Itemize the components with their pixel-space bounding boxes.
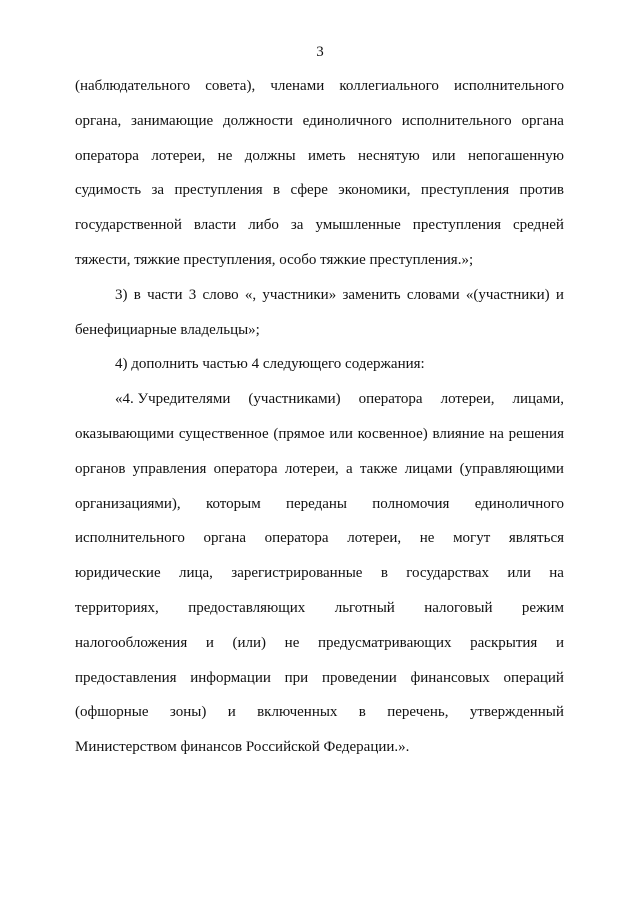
text-fragment: информации <box>190 669 271 686</box>
text-line <box>75 353 564 388</box>
text-fragment: участники» <box>262 286 337 303</box>
text-fragment: утвержденный <box>469 704 564 721</box>
text-fragment: также <box>359 460 398 477</box>
text-fragment: иметь <box>308 147 346 164</box>
text-fragment: исполнительного <box>401 112 512 129</box>
text-fragment: власти <box>193 217 237 234</box>
text-fragment: органа, <box>75 112 122 129</box>
text-fragment: преступления <box>420 182 510 199</box>
text-fragment: лицами, <box>512 391 564 408</box>
text-fragment: операций <box>503 669 564 686</box>
text-fragment: (участниками) <box>248 391 341 408</box>
text-fragment: переданы <box>285 495 348 512</box>
text-fragment: 3) <box>115 286 128 303</box>
text-fragment: (управляющими <box>459 460 564 477</box>
text-fragment: решения <box>508 425 564 442</box>
text-fragment: косвенное) <box>357 425 428 442</box>
text-fragment: слово <box>202 286 239 303</box>
text-line <box>75 493 564 528</box>
text-fragment: против <box>519 182 564 199</box>
text-fragment: сфере <box>290 182 328 199</box>
text-fragment: экономики, <box>338 182 411 199</box>
text-fragment: лотереи, <box>440 391 495 408</box>
document-body <box>75 75 564 771</box>
text-fragment: раскрытия <box>470 634 538 651</box>
text-fragment: коллегиального <box>339 78 439 94</box>
text-fragment: в <box>133 286 141 303</box>
text-fragment: непогашенную <box>467 147 564 164</box>
text-fragment: единоличного <box>474 495 564 512</box>
text-fragment: предоставляющих <box>188 599 306 616</box>
text-fragment: территориях, <box>75 599 159 616</box>
text-line <box>75 458 564 493</box>
text-fragment: в <box>380 565 388 582</box>
text-fragment: и <box>555 634 564 651</box>
text-fragment: предусматривающих <box>317 634 452 651</box>
text-fragment: которым <box>205 495 261 512</box>
text-line <box>75 423 564 458</box>
text-fragment: за <box>290 217 304 234</box>
text-fragment: части <box>147 286 183 303</box>
text-fragment: и <box>555 286 564 303</box>
text-fragment: или <box>507 565 531 582</box>
text-fragment: органов <box>75 460 126 477</box>
text-fragment: в <box>358 704 366 721</box>
text-fragment: «(участники) <box>465 286 550 303</box>
text-fragment: тяжести, тяжкие преступления, особо тяжкие преступления.»; <box>75 251 474 268</box>
text-line <box>75 667 564 702</box>
text-fragment: в <box>273 182 281 199</box>
page-number: 3 <box>316 44 324 60</box>
text-fragment: лица, <box>178 565 213 582</box>
text-fragment: предоставления <box>75 669 177 686</box>
text-fragment: налогообложения <box>75 634 188 651</box>
text-fragment: не <box>284 634 300 651</box>
text-fragment: являться <box>508 530 564 547</box>
text-fragment: (офшорные <box>75 704 149 721</box>
text-line <box>75 527 564 562</box>
text-fragment: или <box>329 425 353 442</box>
text-fragment: и <box>227 704 236 721</box>
text-fragment: умышленные <box>315 217 401 234</box>
text-fragment: словами <box>406 286 460 303</box>
text-fragment: режим <box>521 599 564 616</box>
text-fragment: при <box>284 669 309 686</box>
text-fragment: не <box>419 530 435 547</box>
text-fragment: «4. Учредителями <box>115 391 231 408</box>
text-line <box>75 597 564 632</box>
text-fragment: 4) дополнить частью 4 следующего содержания: <box>115 356 425 373</box>
text-line <box>75 110 564 145</box>
text-fragment: (наблюдательного <box>75 78 191 94</box>
text-fragment: должны <box>244 147 296 164</box>
text-fragment: могут <box>453 530 491 547</box>
text-fragment: влияние <box>432 425 485 442</box>
text-fragment: лотереи, <box>347 530 402 547</box>
text-fragment: Министерством финансов Российской Федерации.». <box>75 739 410 756</box>
text-fragment: исполнительного <box>454 78 564 94</box>
text-fragment: лотереи, <box>284 460 339 477</box>
text-fragment: единоличного <box>302 112 392 129</box>
text-fragment: оператора <box>75 147 139 164</box>
text-fragment: полномочия <box>372 495 450 512</box>
text-fragment: или <box>432 147 456 164</box>
text-line <box>75 562 564 597</box>
text-line <box>75 284 564 319</box>
text-line <box>75 736 564 771</box>
text-fragment: членами <box>270 78 325 94</box>
text-fragment: проведении <box>321 669 397 686</box>
text-fragment: лицами <box>404 460 453 477</box>
text-fragment: финансовых <box>410 669 490 686</box>
text-fragment: либо <box>248 217 279 234</box>
text-fragment: государствах <box>406 565 489 582</box>
text-fragment: а <box>346 460 353 477</box>
text-fragment: государственной <box>75 217 182 234</box>
text-fragment: включенных <box>257 704 338 721</box>
text-fragment: судимость <box>75 182 142 199</box>
text-fragment: на <box>549 565 564 582</box>
text-line <box>75 75 564 110</box>
text-line <box>75 145 564 180</box>
text-fragment: оператора <box>264 530 329 547</box>
text-fragment: исполнительного <box>75 530 185 547</box>
text-line <box>75 179 564 214</box>
text-line <box>75 701 564 736</box>
text-fragment: преступления <box>412 217 501 234</box>
text-fragment: неснятую <box>357 147 420 164</box>
text-fragment: «, <box>244 286 257 303</box>
text-fragment: бенефициарные владельцы»; <box>75 321 260 338</box>
text-fragment: оператора <box>213 460 278 477</box>
text-fragment: совета), <box>205 78 256 94</box>
text-fragment: (прямое <box>273 425 325 442</box>
text-fragment: не <box>217 147 233 164</box>
text-line <box>75 632 564 667</box>
text-line <box>75 249 564 284</box>
text-fragment: за <box>151 182 165 199</box>
text-fragment: существенное <box>178 425 269 442</box>
text-fragment: лотереи, <box>151 147 206 164</box>
text-fragment: занимающие <box>131 112 214 129</box>
text-fragment: 3 <box>188 286 197 303</box>
text-line <box>75 319 564 354</box>
text-line <box>75 214 564 249</box>
text-fragment: (или) <box>232 634 267 651</box>
text-fragment: преступления <box>174 182 263 199</box>
text-fragment: средней <box>513 217 564 234</box>
text-fragment: управления <box>132 460 207 477</box>
text-fragment: органа <box>203 530 247 547</box>
text-fragment: зарегистрированные <box>231 565 363 582</box>
text-fragment: льготный <box>334 599 395 616</box>
text-fragment: перечень, <box>387 704 449 721</box>
text-fragment: юридические <box>75 565 161 582</box>
text-fragment: органа <box>521 112 564 129</box>
text-fragment: организациями), <box>75 495 181 512</box>
text-fragment: на <box>489 425 504 442</box>
text-fragment: оказывающими <box>75 425 175 442</box>
text-fragment: налоговый <box>424 599 493 616</box>
text-fragment: заменить <box>342 286 401 303</box>
text-line <box>75 388 564 423</box>
text-fragment: должности <box>222 112 293 129</box>
text-fragment: зоны) <box>169 704 207 721</box>
text-fragment: оператора <box>358 391 423 408</box>
text-fragment: и <box>205 634 214 651</box>
